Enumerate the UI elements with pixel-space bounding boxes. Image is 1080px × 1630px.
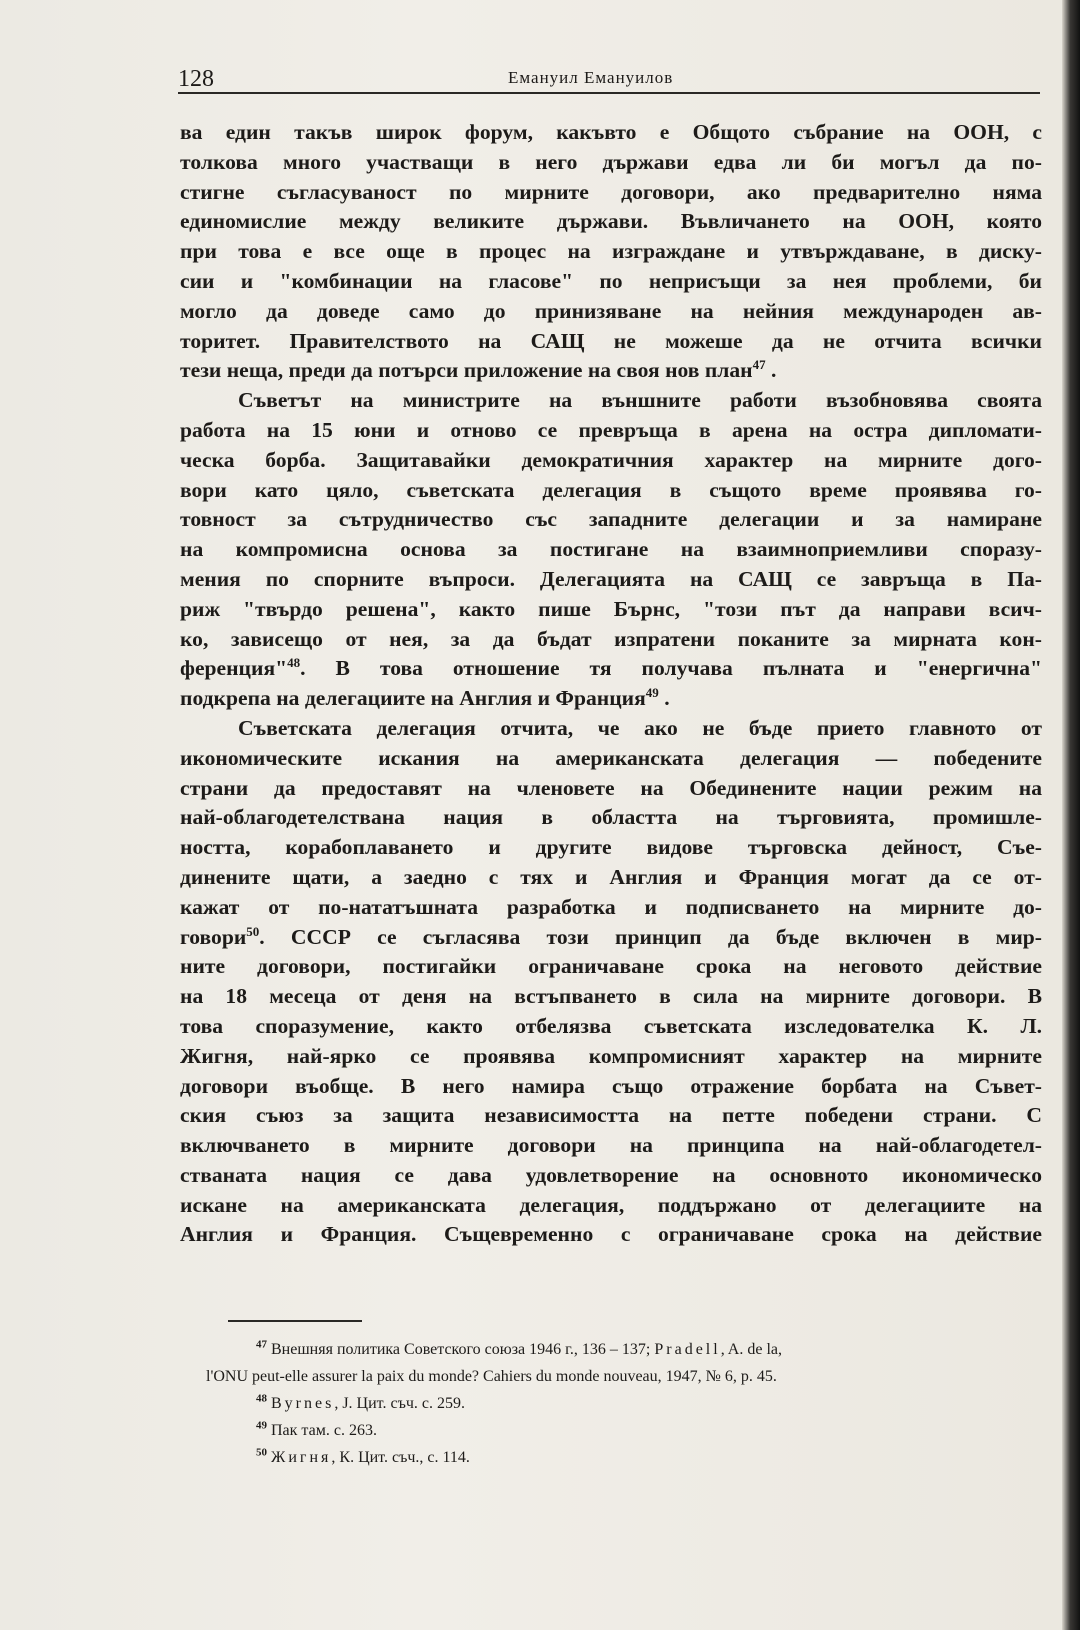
text-segment: говори (180, 924, 247, 949)
text-line: Съветската делегация отчита, че ако не бъде прието главното от (238, 715, 1042, 740)
text-line: торитет. Правителството на САЩ не можеше да не отчита всички (180, 328, 1042, 353)
text-line: ко, зависещо от нея, за да бъдат изпратени поканите за мирната кон- (180, 626, 1042, 651)
text-line: кажат от по-нататъшната разработка и подписването на мирните до- (180, 894, 1042, 919)
text-line: ните договори, постигайки ограничаване срока на неговото действие (180, 954, 1042, 979)
text-line: Англия и Франция. Същевременно с ограничаване срока на действие (180, 1222, 1042, 1247)
footnote-50 (206, 1444, 1062, 1471)
footnote-mark-49: 49 (645, 684, 659, 700)
text-segment: тези неща, преди да потърси приложение на своя нов план (180, 358, 753, 383)
footnote-text: Внешняя политика Советского союза 1946 г., 136 – 137; (271, 1341, 655, 1358)
text-line: стигне съгласуваност по мирните договори, ако предварително няма (180, 179, 1042, 204)
period: . (664, 686, 670, 711)
period: . (771, 358, 777, 383)
book-spine-shadow (1062, 0, 1080, 1630)
text-line: Съветът на министрите на външните работи възобновява своята (238, 388, 1042, 413)
text-line: риж "твърдо решена", както пише Бърнс, "този път да направи всич- (180, 596, 1042, 621)
text-line (180, 654, 1042, 684)
header-rule (178, 92, 1040, 94)
text-line: динените щати, а заедно с тях и Англия и Франция могат да се от- (180, 864, 1042, 889)
footnote-48 (206, 1390, 1062, 1417)
footnote-author: Pradell (654, 1341, 721, 1358)
page-header (178, 62, 1038, 92)
text-line: при това е все още в процес на изграждане и утвърждаване, в диску- (180, 239, 1042, 264)
text-line: могло да доведе само до принизяване на нейния международен ав- (180, 298, 1042, 323)
footnote-author: Жигня (271, 1449, 332, 1466)
footnote-number: 48 (256, 1392, 267, 1405)
text-line (180, 923, 1042, 953)
text-line: ческа борба. Защитавайки демократичния характер на мирните дого- (180, 447, 1042, 472)
text-segment: подкрепа на делегациите на Англия и Франция (180, 686, 646, 711)
text-line: Жигня, най-ярко се проявява компромисният характер на мирните (180, 1043, 1042, 1068)
footnote-number: 50 (256, 1446, 267, 1459)
text-line: стваната нация се дава удовлетворение на основното икономическо (180, 1162, 1042, 1187)
page-number: 128 (178, 66, 214, 92)
footnote-mark-48: 48 (287, 655, 301, 671)
footnote-number: 49 (256, 1419, 267, 1432)
footnote-text: , К. Цит. съч., с. 114. (331, 1449, 470, 1466)
text-line: ността, корабоплаването и другите видове търговска дейност, Съе- (180, 835, 1042, 860)
text-line: искане на американската делегация, поддържано от делегациите на (180, 1192, 1042, 1217)
text-segment: . СССР се съгласява този принцип да бъде включен в мир- (259, 924, 1042, 949)
text-line: толкова много участващи в него държави едва ли би могъл да по- (180, 149, 1042, 174)
text-line: икономическите искания на американската делегация — победените (180, 745, 1042, 770)
text-line: на 18 месеца от деня на встъпването в сила на мирните договори. В (180, 984, 1042, 1009)
body-text (180, 118, 1042, 1250)
footnote-author: Byrnes (271, 1395, 335, 1412)
footnote-mark-47: 47 (752, 357, 766, 373)
text-line: ския съюз за защита независимостта на петте победени страни. С (180, 1103, 1042, 1128)
footnote-rule (228, 1320, 362, 1322)
footnote-number: 47 (256, 1338, 267, 1351)
text-line: договори въобще. В него намира също отражение борбата на Съвет- (180, 1073, 1042, 1098)
text-segment: ференция" (180, 656, 288, 681)
text-line: товност за сътрудничество със западните делегации и за намиране (180, 507, 1042, 532)
footnote-47 (206, 1336, 1062, 1363)
text-line: включването в мирните договори на принципа на най-облагодетел- (180, 1133, 1042, 1158)
text-line: страни да предоставят на членовете на Обединените нации режим на (180, 775, 1042, 800)
text-line: вори като цяло, съветската делегация в същото време проявява го- (180, 477, 1042, 502)
text-line: сии и "комбинации на гласове" по неприсъщи за нея проблеми, би (180, 268, 1042, 293)
text-line: на компромисна основа за постигане на взаимноприемливи споразу- (180, 537, 1042, 562)
text-segment: . В това отношение тя получава пълната и "енергична" (300, 656, 1042, 681)
text-line: най-облагодетелствана нация в областта на търговията, промишле- (180, 805, 1042, 830)
footnote-mark-50: 50 (246, 923, 260, 939)
text-line (180, 684, 1042, 714)
text-line: ва един такъв широк форум, какъвто е Общото събрание на ООН, с (180, 120, 1042, 144)
footnote-49 (206, 1417, 1062, 1444)
footnote-text: , A. de la, (720, 1341, 783, 1358)
running-head: Емануил Емануилов (508, 68, 674, 87)
text-line: работа на 15 юни и отново се превръща в арена на остра дипломати- (180, 417, 1042, 442)
footnote-text: Пак там. с. 263. (271, 1422, 377, 1439)
footnotes (206, 1336, 1062, 1471)
text-line: това споразумение, както отбелязва съветската изследователка К. Л. (180, 1013, 1042, 1038)
footnote-47-continued: l'ONU peut-elle assurer la paix du monde? Cahiers du monde nouveau, 1947, № 6, p. 45. (206, 1368, 777, 1385)
text-line (180, 356, 1042, 386)
text-line: мения по спорните въпроси. Делегацията на САЩ се завръща в Па- (180, 566, 1042, 591)
footnote-text: , J. Цит. съч. с. 259. (334, 1395, 465, 1412)
text-line: единомислие между великите държави. Въвличането на ООН, която (180, 209, 1042, 234)
